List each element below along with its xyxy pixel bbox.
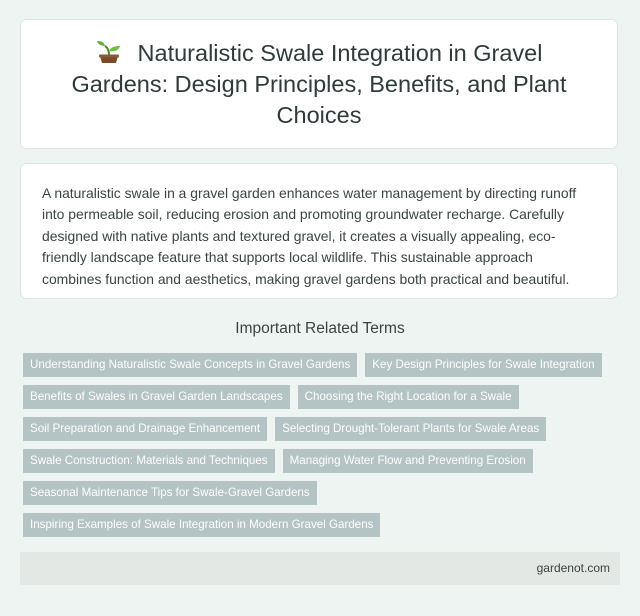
related-term-chip[interactable]: Soil Preparation and Drainage Enhancement bbox=[23, 417, 267, 441]
chip-row bbox=[23, 481, 623, 505]
sprout-icon bbox=[96, 40, 122, 64]
chip-row bbox=[23, 417, 623, 441]
related-term-chip[interactable]: Inspiring Examples of Swale Integration in Modern Gravel Gardens bbox=[23, 513, 380, 537]
related-terms-list bbox=[23, 353, 623, 545]
summary-card bbox=[20, 163, 618, 299]
title-card bbox=[20, 19, 618, 149]
related-term-chip[interactable]: Understanding Naturalistic Swale Concepts in Gravel Gardens bbox=[23, 353, 357, 377]
page-title bbox=[59, 38, 579, 131]
chip-row bbox=[23, 513, 623, 537]
related-term-chip[interactable]: Selecting Drought-Tolerant Plants for Swale Areas bbox=[275, 417, 546, 441]
related-term-chip[interactable]: Managing Water Flow and Preventing Erosion bbox=[283, 449, 533, 473]
related-term-chip[interactable]: Benefits of Swales in Gravel Garden Landscapes bbox=[23, 385, 290, 409]
related-term-chip[interactable]: Swale Construction: Materials and Techniques bbox=[23, 449, 275, 473]
page-title-text: Naturalistic Swale Integration in Gravel Gardens: Design Principles, Benefits, and Plant Choices bbox=[71, 39, 567, 128]
footer-domain[interactable]: gardenot.com bbox=[536, 561, 610, 575]
related-term-chip[interactable]: Key Design Principles for Swale Integration bbox=[365, 353, 601, 377]
summary-text: A naturalistic swale in a gravel garden enhances water management by directing runoff into permeable soil, reducing erosion and promoting groundwater recharge. Carefully designed with native plants and textured gravel, it creates a visually appealing, eco-friendly landscape feature that supports local wildlife. This sustainable approach combines function and aesthetics, making gravel gardens both practical and beautiful. bbox=[42, 185, 577, 287]
related-term-chip[interactable]: Seasonal Maintenance Tips for Swale-Gravel Gardens bbox=[23, 481, 317, 505]
chip-row bbox=[23, 385, 623, 409]
chip-row bbox=[23, 353, 623, 377]
chip-row bbox=[23, 449, 623, 473]
related-term-chip[interactable]: Choosing the Right Location for a Swale bbox=[298, 385, 519, 409]
related-terms-heading: Important Related Terms bbox=[235, 320, 405, 337]
footer bbox=[20, 552, 620, 585]
